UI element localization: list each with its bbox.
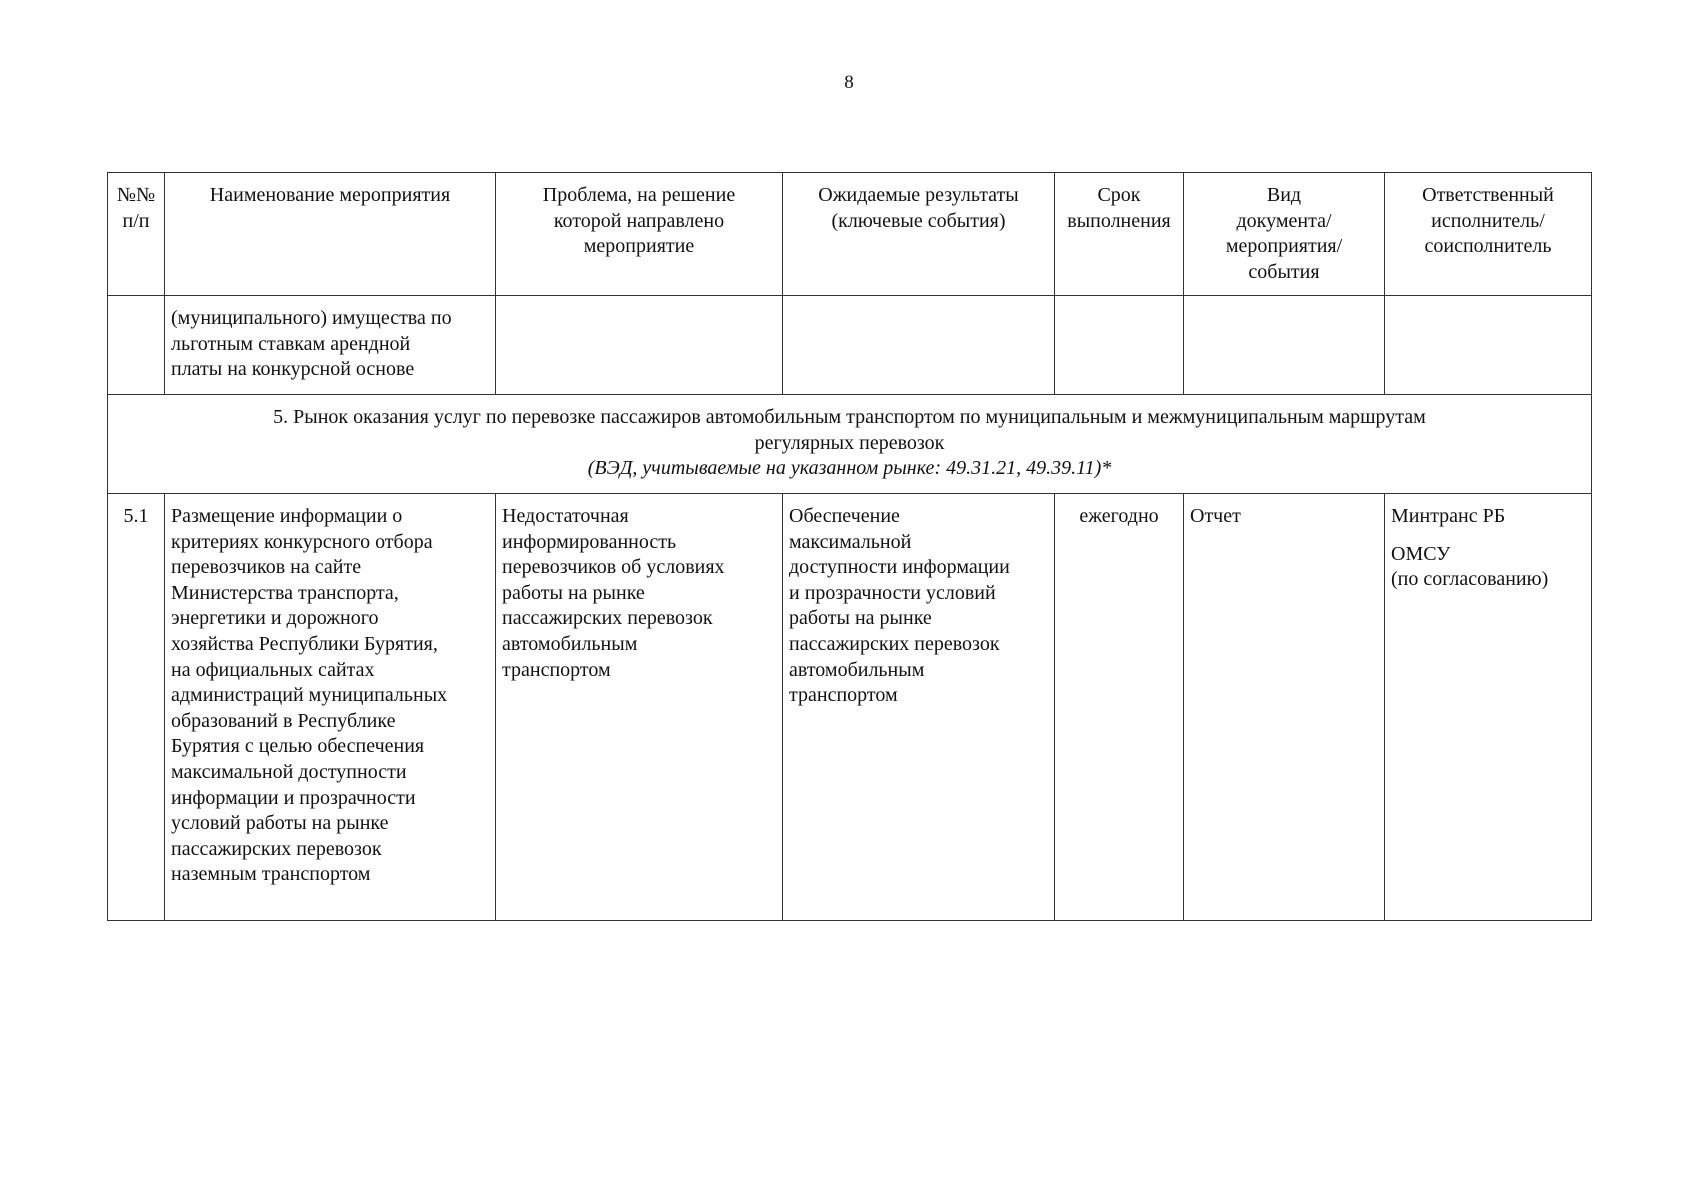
name-line: наземным транспортом <box>171 863 371 886</box>
header-line: соисполнитель <box>1424 235 1552 258</box>
table-row <box>108 494 1592 921</box>
name-line: Министерства транспорта, <box>171 581 399 604</box>
header-line: Ответственный <box>1422 184 1554 206</box>
name-line: администраций муниципальных <box>171 684 448 707</box>
header-name <box>165 173 496 296</box>
item-responsible <box>1385 494 1592 921</box>
problem-line: работы на рынке <box>502 581 645 604</box>
table-header-row <box>108 173 1592 296</box>
header-results <box>783 173 1055 296</box>
problem-line: Недостаточная <box>502 505 629 527</box>
name-line: условий работы на рынке <box>171 812 389 835</box>
continuation-row <box>108 296 1592 395</box>
action-plan-table <box>107 172 1592 921</box>
header-line: Проблема, на решение <box>542 184 736 206</box>
name-line: (муниципального) имущества по <box>171 307 452 329</box>
problem-line: пассажирских перевозок <box>502 607 713 630</box>
cell-number <box>108 296 165 395</box>
problem-line: перевозчиков об условиях <box>502 556 725 579</box>
result-line: пассажирских перевозок <box>789 632 1000 655</box>
header-line: документа/ <box>1236 209 1332 232</box>
section-title-line: регулярных перевозок <box>754 431 945 454</box>
name-line: перевозчиков на сайте <box>171 556 362 579</box>
result-line: доступности информации <box>789 556 1010 579</box>
cell-results <box>783 296 1055 395</box>
name-line: критериях конкурсного отбора <box>171 530 433 553</box>
section-okved: (ВЭД, учитываемые на указанном рынке: 49.31.21, 49.39.11)* <box>587 457 1112 480</box>
header-responsible <box>1385 173 1592 296</box>
responsible-line: Минтранс РБ <box>1391 505 1506 527</box>
header-line: мероприятия/ <box>1225 235 1343 258</box>
result-line: работы на рынке <box>789 607 932 630</box>
header-line: (ключевые события) <box>831 209 1006 232</box>
result-line: максимальной <box>789 530 912 553</box>
header-problem <box>496 173 783 296</box>
section-title-line: 5. Рынок оказания услуг по перевозке пассажиров автомобильным транспортом по муниципальным и межмуниципальным маршрутам <box>273 406 1426 428</box>
section-heading-row <box>108 395 1592 494</box>
cell-term <box>1055 296 1184 395</box>
name-line: образований в Республике <box>171 709 396 732</box>
result-line: Обеспечение <box>789 505 900 527</box>
item-term: ежегодно <box>1055 494 1184 921</box>
header-line: мероприятие <box>583 235 695 258</box>
cell-document <box>1184 296 1385 395</box>
result-line: автомобильным <box>789 658 925 681</box>
name-line: хозяйства Республики Бурятия, <box>171 632 438 655</box>
item-document: Отчет <box>1184 494 1385 921</box>
name-line: пассажирских перевозок <box>171 837 382 860</box>
responsible-line: ОМСУ <box>1391 542 1451 565</box>
header-term <box>1055 173 1184 296</box>
cell-name <box>165 296 496 395</box>
problem-line: автомобильным <box>502 632 638 655</box>
name-line: энергетики и дорожного <box>171 607 379 630</box>
name-line: льготным ставкам арендной <box>171 332 411 355</box>
header-line: исполнитель/ <box>1431 209 1545 232</box>
item-results <box>783 494 1055 921</box>
header-line: события <box>1248 260 1320 283</box>
page-number: 8 <box>844 72 854 93</box>
item-name <box>165 494 496 921</box>
header-line: Срок <box>1097 184 1141 206</box>
header-line: выполнения <box>1067 209 1171 232</box>
header-line: п/п <box>122 209 150 232</box>
cell-responsible <box>1385 296 1592 395</box>
cell-problem <box>496 296 783 395</box>
problem-line: информированность <box>502 530 677 553</box>
name-line: платы на конкурсной основе <box>171 358 415 381</box>
header-line: Вид <box>1266 184 1302 206</box>
name-line: максимальной доступности <box>171 760 407 783</box>
name-line: информации и прозрачности <box>171 786 416 809</box>
name-line: Бурятия с целью обеспечения <box>171 735 425 758</box>
header-document <box>1184 173 1385 296</box>
header-line: которой направлено <box>553 209 725 232</box>
header-line: Наименование мероприятия <box>209 184 451 206</box>
name-line: Размещение информации о <box>171 505 403 527</box>
item-problem <box>496 494 783 921</box>
header-line: №№ <box>116 184 156 206</box>
item-number: 5.1 <box>108 494 165 921</box>
name-line: на официальных сайтах <box>171 658 375 681</box>
result-line: транспортом <box>789 684 898 707</box>
result-line: и прозрачности условий <box>789 581 996 604</box>
responsible-line: (по согласованию) <box>1391 568 1549 591</box>
header-line: Ожидаемые результаты <box>818 184 1019 206</box>
problem-line: транспортом <box>502 658 611 681</box>
header-number <box>108 173 165 296</box>
section-heading <box>108 395 1592 494</box>
